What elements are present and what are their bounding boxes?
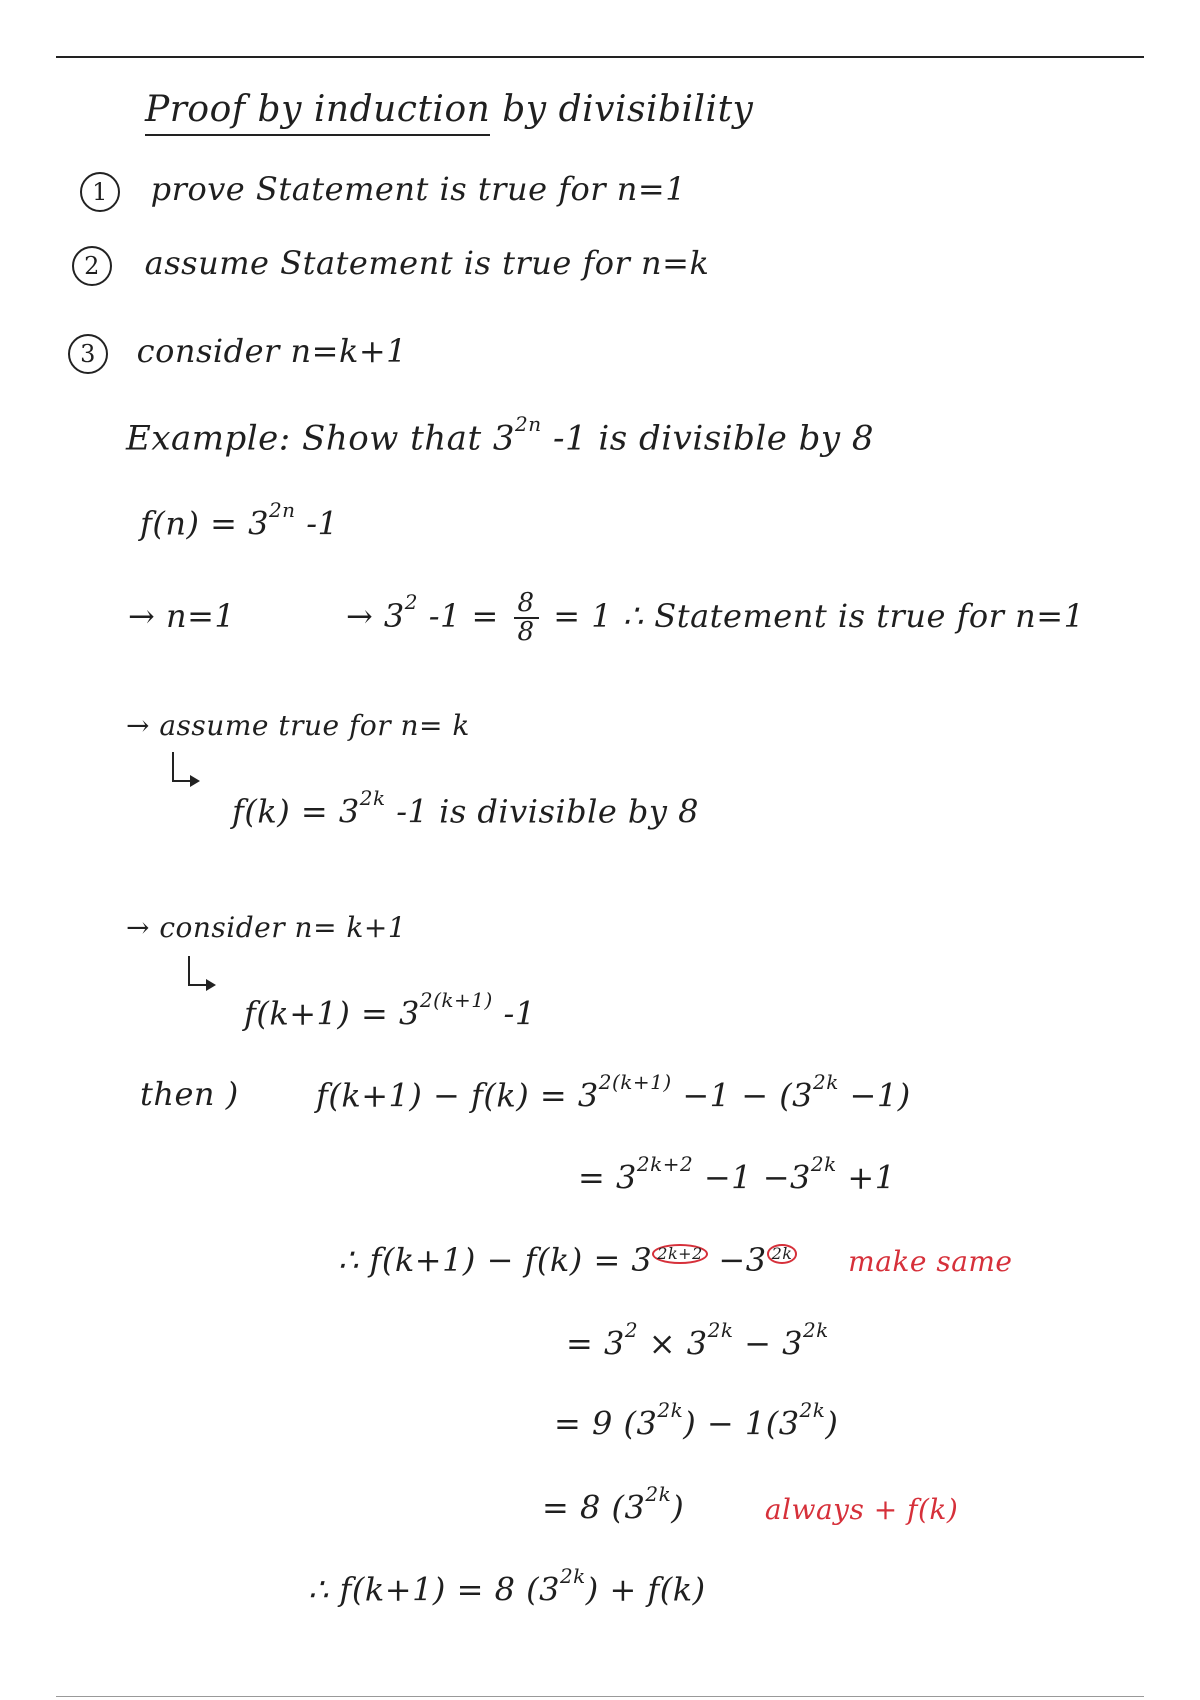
example-text: -1 is divisible by 8 xyxy=(541,418,875,459)
function-definition xyxy=(140,498,339,543)
circled-exponent: 2k xyxy=(767,1244,798,1264)
exponent: 2k xyxy=(810,1152,837,1176)
hook-arrow-icon xyxy=(188,956,206,986)
then-line-1 xyxy=(316,1070,911,1115)
base-conclusion: = 1 ∴ Statement is true for n=1 xyxy=(553,596,1085,635)
math-text: f(k+1) − f(k) = 3 xyxy=(316,1076,599,1115)
fk-lhs: f(k) = 3 xyxy=(232,792,360,831)
page-title xyxy=(145,89,754,130)
then-line-4 xyxy=(566,1318,829,1363)
fk1-line xyxy=(244,988,536,1033)
exponent: 2k xyxy=(657,1398,684,1422)
fraction xyxy=(514,590,539,647)
base-case-line xyxy=(128,590,1084,647)
base-power: → 3 xyxy=(345,596,405,635)
margin-note: make same xyxy=(848,1245,1013,1278)
math-text: × 3 xyxy=(638,1324,708,1363)
example-line xyxy=(126,412,875,459)
exponent: 2k xyxy=(799,1398,826,1422)
step-text: assume Statement is true for n=k xyxy=(144,244,710,282)
math-text: ) − 1(3 xyxy=(683,1404,800,1443)
bottom-rule xyxy=(56,1696,1144,1697)
exponent: 2k xyxy=(707,1318,734,1342)
math-text: = 8 (3 xyxy=(542,1488,646,1527)
then-line-5 xyxy=(554,1398,839,1443)
base-minus: -1 = xyxy=(418,596,499,635)
then-line-6 xyxy=(542,1482,959,1527)
circled-exponent: 2k+2 xyxy=(652,1244,707,1264)
exponent: 2 xyxy=(624,1318,639,1342)
math-text: ∴ f(k+1) − f(k) = 3 xyxy=(338,1241,653,1279)
step-number: 1 xyxy=(80,172,120,212)
consider-line: → consider n= k+1 xyxy=(126,911,407,944)
step-text: prove Statement is true for n=1 xyxy=(150,170,687,208)
example-label: Example: xyxy=(126,418,291,459)
step-text: consider n=k+1 xyxy=(136,332,407,370)
top-rule xyxy=(56,56,1144,58)
step-number: 2 xyxy=(72,246,112,286)
exponent: 2(k+1) xyxy=(598,1070,672,1094)
example-text: Show that 3 xyxy=(290,418,516,459)
fk-line xyxy=(232,786,700,831)
fk1-tail: -1 xyxy=(492,994,536,1033)
fk-tail: -1 is divisible by 8 xyxy=(385,792,700,831)
math-text: +1 xyxy=(836,1158,896,1197)
exponent: 2k xyxy=(559,1564,586,1588)
math-text: ) + f(k) xyxy=(585,1570,706,1609)
then-label: then ) xyxy=(140,1075,239,1113)
math-text: ∴ f(k+1) = 8 (3 xyxy=(308,1570,560,1609)
fraction-denominator: 8 xyxy=(517,617,535,648)
exponent: 2k xyxy=(359,786,386,810)
math-text: −1 −3 xyxy=(693,1158,811,1197)
math-text: ) xyxy=(825,1404,839,1443)
title-underlined: Proof by induction xyxy=(145,89,490,136)
assume-line: → assume true for n= k xyxy=(126,709,470,742)
step-1 xyxy=(80,172,686,212)
math-text: = 3 xyxy=(578,1158,637,1197)
exponent: 2k+2 xyxy=(636,1152,694,1176)
exponent: 2k xyxy=(645,1482,672,1506)
exponent: 2n xyxy=(268,498,296,522)
math-text: −1 − (3 xyxy=(671,1076,814,1115)
then-line-2 xyxy=(578,1152,896,1197)
exponent: 2k xyxy=(802,1318,829,1342)
math-text: ) xyxy=(671,1488,685,1527)
then-line-3 xyxy=(338,1241,1013,1279)
exponent: 2(k+1) xyxy=(419,988,493,1012)
fk1-lhs: f(k+1) = 3 xyxy=(244,994,420,1033)
hook-arrow-icon xyxy=(172,752,190,782)
math-text: = 3 xyxy=(566,1324,625,1363)
margin-note: always + f(k) xyxy=(764,1492,959,1526)
math-text: = 9 (3 xyxy=(554,1404,658,1443)
step-2 xyxy=(72,246,709,286)
then-line-7 xyxy=(308,1564,706,1609)
fraction-numerator: 8 xyxy=(514,590,539,619)
exponent: 2 xyxy=(404,590,419,615)
base-n1: → n=1 xyxy=(128,596,236,635)
math-text: −1) xyxy=(838,1076,911,1115)
step-3 xyxy=(68,334,407,374)
title-rest: by divisibility xyxy=(490,89,754,130)
exponent: 2n xyxy=(515,412,542,436)
step-number: 3 xyxy=(68,334,108,374)
math-text: −3 xyxy=(707,1241,767,1279)
exponent: 2k xyxy=(813,1070,839,1094)
math-text: − 3 xyxy=(733,1324,803,1363)
function-lhs: f(n) = 3 xyxy=(140,504,269,543)
function-tail: -1 xyxy=(295,504,339,543)
